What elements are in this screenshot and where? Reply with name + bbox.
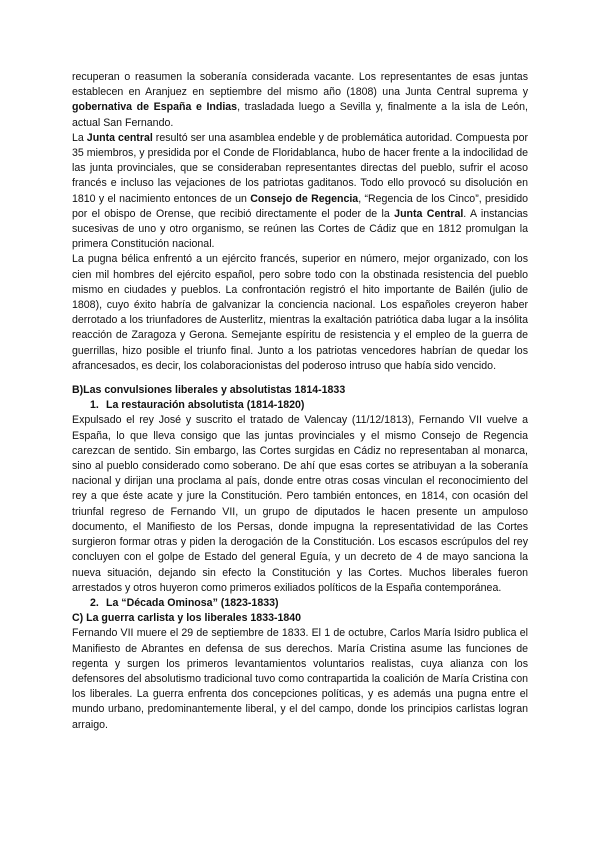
paragraph-junta-suprema: [72, 70, 528, 131]
item-title: La “Década Ominosa” (1823-1833): [106, 596, 279, 609]
item-number: 2.: [90, 596, 99, 609]
numbered-heading-1: [72, 398, 528, 413]
section-heading-c: C) La guerra carlista y los liberales 1833-1840: [72, 612, 302, 625]
bold-term-junta-central-2: Junta Central: [394, 207, 464, 220]
item-number: 1.: [90, 399, 99, 412]
text-run: . A instancias sucesivas de uno y otro organismo, se reúnen las Cortes de Cádiz que en 1812 promulgan la primera Constitución nacional.: [72, 207, 528, 251]
paragraph-guerra-carlista: Fernando VII muere el 29 de septiembre de 1833. El 1 de octubre, Carlos María Isidro publica el Manifiesto de Abrantes en defensa de sus derechos. María Cristina asume las funciones de regenta y surgen los primeros levantamientos voluntarios realistas, cuya alianza con los defensores del absolutismo tradicional tuvo como contrapartida la coalición de María Cristina con los liberales. La guerra enfrenta dos concepciones políticas, y es además una pugna entre el mundo urbano, predominantemente liberal, y el del campo, donde los principios carlistas logran arraigo.: [72, 627, 528, 731]
paragraph-junta-central: [72, 131, 528, 253]
bold-term-gobernativa: gobernativa de España e Indias: [72, 101, 238, 114]
paragraph-pugna-belica: La pugna bélica enfrentó a un ejército francés, superior en número, mejor organizado, con los cien mil hombres del ejército español, pero sobre todo con la obstinada resistencia del pueblo mismo en ciudades y pueblos. La confrontación registró el hito importante de Bailén (julio de 1808), cuyo éxito habría de galvanizar la conciencia nacional. Los españoles creyeron haber derrotado a los triunfadores de Austerlitz, mientras la exaltación patriótica daba lugar a la insólita reacción de Zaragoza y Gerona. Semejante espíritu de resistencia y el empleo de la guerra de guerrillas, hizo posible el triunfo final. Junto a los patriotas vencedores habrían de quedar los afrancesados, es decir, los colaboracionistas del poderoso intruso que había sido vencido.: [72, 253, 528, 372]
document-page: [72, 70, 528, 733]
item-title: La restauración absolutista (1814-1820): [106, 399, 305, 412]
text-run: La: [72, 131, 87, 144]
bold-term-consejo-regencia: Consejo de Regencia: [250, 192, 359, 205]
numbered-heading-2: [72, 596, 528, 611]
text-run: resultó ser una asamblea endeble y de problemática autoridad. Compuesta por 35 miembros, y presidida por el Conde de Floridablanca, hubo de hacer frente a la indocilidad de las junta provinciales, que se consideraban representantes directas del pueblo, sufrir el acoso francés e incluso las vejaciones de los patriotas gaditanos. Todo ello provocó su disolución en 1810 y el nacimiento entonces de un: [72, 131, 528, 205]
text-run: , “Regencia de los Cinco”, presidido por el obispo de Orense, que recibió directamente el poder de la: [72, 192, 528, 220]
bold-term-junta-central: Junta central: [86, 131, 153, 144]
text-run: , trasladada luego a Sevilla y, finalmente a la isla de León, actual San Fernando.: [72, 101, 528, 129]
section-heading-b: B)Las convulsiones liberales y absolutistas 1814-1833: [72, 384, 346, 397]
paragraph-restauracion: Expulsado el rey José y suscrito el tratado de Valencay (11/12/1813), Fernando VII vuelve a España, lo que lleva consigo que las juntas provinciales y el mismo Consejo de Regencia carezcan de sentido. Sin embargo, las Cortes surgidas en Cádiz no representaban al monarca, sino al pueblo considerado como soberano. De ahí que esas cortes se atribuyan a la soberanía nacional y dirijan una proclama al país, donde entre otras cosas vinculan el reconocimiento del rey a que éste acate y jure la Constitución. Pero también entonces, en 1814, con ocasión del triunfal regreso de Fernando VII, un grupo de diputados le hacen presente un ampuloso documento, el Manifiesto de los Persas, donde impugna la representatividad de las Cortes surgieron formar otras y piden la derogación de la Constitución. Los escasos escrúpulos del rey concluyen con el golpe de Estado del general Eguía, y un decreto de 4 de mayo sanciona la nueva situación, dejando sin efecto la Constitución y las Cortes. Muchos liberales fueron arrestados y otros huyeron como primeros exiliados políticos de la España contemporánea.: [72, 414, 528, 594]
text-run: recuperan o reasumen la soberanía considerada vacante. Los representantes de esas juntas establecen en Aranjuez en septiembre del mismo año (1808) una Junta Central suprema y: [72, 71, 528, 99]
